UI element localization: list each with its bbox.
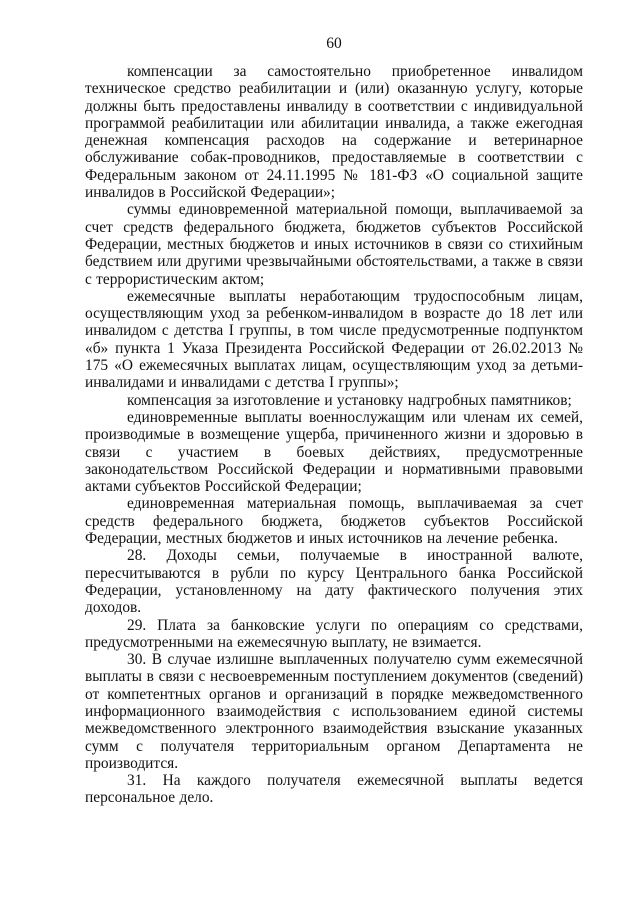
- paragraph: 31. На каждого получателя ежемесячной выплаты ведется персональное дело.: [85, 772, 583, 807]
- paragraph: суммы единовременной материальной помощи, выплачиваемой за счет средств федерального бюджета, бюджетов субъектов Российской Федерации, местных бюджетов и иных источников в связи со стихийным бедствием или другими чрезвычайными обстоятельствами, а также в связи с террористическим актом;: [85, 201, 583, 288]
- paragraph: 28. Доходы семьи, получаемые в иностранной валюте, пересчитываются в рубли по курсу Центрального банка Российской Федерации, установленному на дату фактического получения этих доходов.: [85, 547, 583, 617]
- paragraph: компенсация за изготовление и установку надгробных памятников;: [127, 391, 572, 409]
- paragraph: единовременная материальная помощь, выплачиваемая за счет средств федерального бюджета, бюджетов субъектов Российской Федерации, местных бюджетов и иных источников на лечение ребенка.: [85, 495, 583, 548]
- paragraph: компенсации за самостоятельно приобретенное инвалидом техническое средство реабилитации и (или) оказанную услугу, которые должны быть предоставлены инвалиду в соответствии с индивидуальной программой реабилитации или абилитации инвалида, а также ежегодная денежная компенсация расходов на содержание и ветеринарное обслуживание собак-проводников, предоставляемые в соответствии с Федеральным законом от 24.11.1995 № 181-ФЗ «О социальной защите инвалидов в Российской Федерации»;: [85, 63, 583, 202]
- document-body: [85, 63, 583, 807]
- paragraph: 30. В случае излишне выплаченных получателю сумм ежемесячной выплаты в связи с несвоевременным поступлением документов (сведений) от компетентных органов и организаций в порядке межведомственного информационного взаимодействия с использованием единой системы межведомственного электронного взаимодействия взыскание указанных сумм с получателя территориальным органом Департамента не производится.: [85, 651, 583, 772]
- page-number: 60: [326, 35, 342, 52]
- paragraph: ежемесячные выплаты неработающим трудоспособным лицам, осуществляющим уход за ребенком-инвалидом в возрасте до 18 лет или инвалидом с детства I группы, в том числе предусмотренные подпунктом «б» пункта 1 Указа Президента Российской Федерации от 26.02.2013 № 175 «О ежемесячных выплатах лицам, осуществляющим уход за детьми-инвалидами и инвалидами с детства I группы»;: [85, 287, 583, 392]
- paragraph: единовременные выплаты военнослужащим или членам их семей, производимые в возмещение ущерба, причиненного жизни и здоровью в связи с участием в боевых действиях, предусмотренные законодательством Российской Федерации и нормативными правовыми актами субъектов Российской Федерации;: [85, 408, 583, 496]
- paragraph: 29. Плата за банковские услуги по операциям со средствами, предусмотренными на ежемесячную выплату, не взимается.: [85, 616, 583, 651]
